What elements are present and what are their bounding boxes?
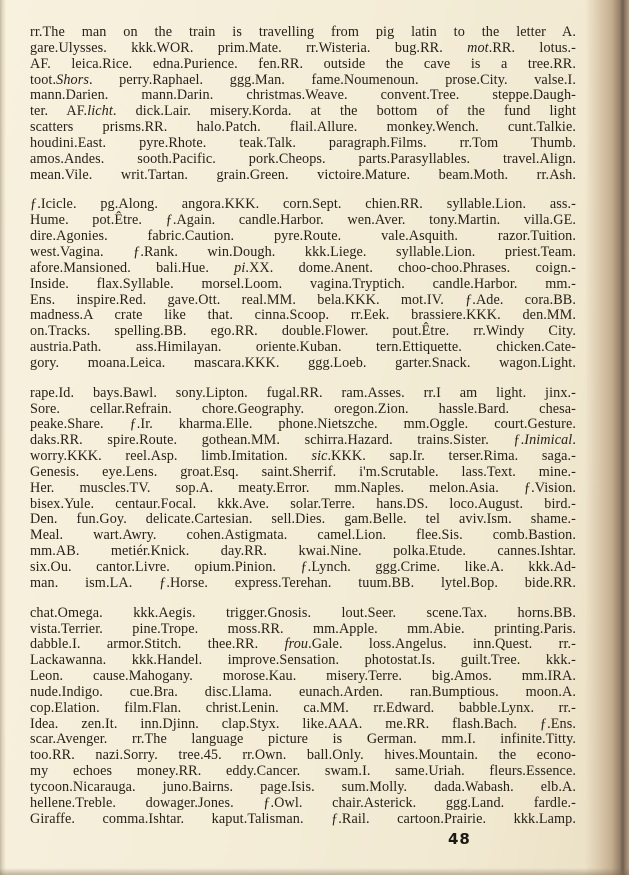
text-line: Genesis. eye.Lens. groat.Esq. saint.Sherrif. i'm.Scrutable. lass.Text. mine.-: [30, 463, 576, 480]
text-line: my echoes money.RR. eddy.Cancer. swam.I. same.Uriah. fleurs.Essence.: [30, 763, 576, 780]
paragraph-3: [30, 386, 576, 592]
text-line: austria.Path. ass.Himilayan. oriente.Kuban. tern.Ettiquette. chicken.Cate-: [30, 339, 576, 356]
text-line: mann.Darien. mann.Darin. christmas.Weave. convent.Tree. steppe.Daugh-: [30, 87, 576, 104]
text-line: madness.A crate like that. cinna.Scoop. rr.Eek. brassiere.KKK. den.MM.: [30, 307, 576, 324]
text-line: bisex.Yule. centaur.Focal. kkk.Ave. solar.Terre. hans.DS. loco.August. bird.-: [30, 495, 576, 512]
text-line: too.RR. nazi.Sorry. tree.45. rr.Own. ball.Only. hives.Mountain. the econo-: [30, 747, 576, 764]
text-line: tycoon.Nicarauga. juno.Bairns. page.Isis. sum.Molly. dada.Wabash. elb.A.: [30, 778, 576, 795]
text-line: peake.Share. ƒ.Ir. kharma.Elle. phone.Nietszche. mm.Oggle. court.Gesture.: [30, 416, 576, 433]
page-number: 48: [448, 830, 471, 848]
text-line: ƒ.Icicle. pg.Along. angora.KKK. corn.Sept. chien.RR. syllable.Lion. ass.-: [30, 196, 576, 213]
text-line: Meal. wart.Awry. cohen.Astigmata. camel.Lion. flee.Sis. comb.Bastion.: [30, 527, 576, 544]
text-line: man. ism.LA. ƒ.Horse. express.Terehan. tuum.BB. lytel.Bop. bide.RR.: [30, 574, 576, 591]
page-left-edge-shadow: [0, 0, 6, 875]
text-line: Hume. pot.Être. ƒ.Again. candle.Harbor. wen.Aver. tony.Martin. villa.GE.: [30, 212, 576, 229]
text-line: nude.Indigo. cue.Bra. disc.Llama. eunach.Arden. ran.Bumptious. moon.A.: [30, 683, 576, 700]
text-line: mm.AB. metiér.Knick. day.RR. kwai.Nine. polka.Etude. cannes.Ishtar.: [30, 543, 576, 560]
paragraph-4: [30, 606, 576, 828]
text-line: Giraffe. comma.Ishtar. kaput.Talisman. ƒ.Rail. cartoon.Prairie. kkk.Lamp.: [30, 810, 576, 827]
text-line: scatters prisms.RR. halo.Patch. flail.Allure. monkey.Wench. cunt.Talkie.: [30, 119, 576, 136]
text-line: rr.The man on the train is travelling from pig latin to the letter A.: [30, 24, 576, 40]
text-line: cop.Elation. film.Flan. christ.Lenin. ca.MM. rr.Edward. babble.Lynx. rr.-: [30, 699, 576, 716]
text-line: on.Tracks. spelling.BB. ego.RR. double.Flower. pout.Être. rr.Windy City.: [30, 323, 576, 340]
text-line: afore.Mansioned. bali.Hue. pi.XX. dome.Anent. choo-choo.Phrases. coign.-: [30, 259, 576, 276]
text-line: scar.Avenger. rr.The language picture is German. mm.I. infinite.Titty.: [30, 731, 576, 748]
text-line: worry.KKK. reel.Asp. limb.Imitation. sic.KKK. sap.Ir. terser.Rima. saga.-: [30, 448, 577, 465]
page-curl-shadow: [585, 0, 629, 875]
text-line: dire.Agonies. fabric.Caution. pyre.Route. vale.Asquith. razor.Tuition.: [30, 228, 576, 245]
text-line: gare.Ulysses. kkk.WOR. prim.Mate. rr.Wisteria. bug.RR. mot.RR. lotus.-: [30, 39, 576, 56]
text-line: Sore. cellar.Refrain. chore.Geography. oregon.Zion. hassle.Bard. chesa-: [30, 400, 576, 417]
text-line: gory. moana.Leica. mascara.KKK. ggg.Loeb. garter.Snack. wagon.Light.: [30, 354, 576, 371]
text-line: amos.Andes. sooth.Pacific. pork.Cheops. parts.Parasyllables. travel.Align.: [30, 150, 576, 167]
text-line: Lackawanna. kkk.Handel. improve.Sensation. photostat.Is. guilt.Tree. kkk.-: [30, 652, 576, 669]
page-bottom-shadow: [0, 868, 629, 875]
text-line: six.Ou. cantor.Livre. opium.Pinion. ƒ.Lynch. ggg.Crime. like.A. kkk.Ad-: [30, 559, 576, 575]
text-line: rape.Id. bays.Bawl. sony.Lipton. fugal.RR. ram.Asses. rr.I am light. jinx.-: [30, 384, 576, 401]
text-line: toot.Shors. perry.Raphael. ggg.Man. fame.Noumenoun. prose.City. valse.I.: [30, 71, 576, 88]
text-line: mean.Vile. writ.Tartan. grain.Green. victoire.Mature. beam.Moth. rr.Ash.: [30, 166, 576, 183]
text-line: Her. muscles.TV. sop.A. meaty.Error. mm.Naples. melon.Asia. ƒ.Vision.: [30, 479, 576, 496]
text-line: hellene.Treble. dowager.Jones. ƒ.Owl. chair.Asterick. ggg.Land. fardle.-: [30, 794, 576, 811]
text-line: west.Vagina. ƒ.Rank. win.Dough. kkk.Liege. syllable.Lion. priest.Team.: [30, 243, 576, 260]
text-line: Idea. zen.It. inn.Djinn. clap.Styx. like.AAA. me.RR. flash.Bach. ƒ.Ens.: [30, 715, 576, 732]
text-line: Ens. inspire.Red. gave.Ott. real.MM. bela.KKK. mot.IV. ƒ.Ade. cora.BB.: [30, 291, 576, 308]
paragraph-2: [30, 197, 576, 371]
text-line: Den. fun.Goy. delicate.Cartesian. sell.Dies. gam.Belle. tel aviv.Ism. shame.-: [30, 511, 576, 528]
text-line: dabble.I. armor.Stitch. thee.RR. frou.Gale. loss.Angelus. inn.Quest. rr.-: [30, 636, 576, 653]
paragraph-1: [30, 25, 576, 183]
text-line: ter. AF.licht. dick.Lair. misery.Korda. at the bottom of the fund light: [30, 103, 576, 120]
text-line: Inside. flax.Syllable. morsel.Loom. vagina.Tryptich. candle.Harbor. mm.-: [30, 275, 576, 292]
text-line: daks.RR. spire.Route. gothean.MM. schirra.Hazard. trains.Sister. ƒ.Inimical.: [30, 432, 576, 449]
text-line: vista.Terrier. pine.Trope. moss.RR. mm.Apple. mm.Abie. printing.Paris.: [30, 620, 576, 637]
text-line: houdini.East. pyre.Rhote. teak.Talk. paragraph.Films. rr.Tom Thumb.: [30, 134, 576, 151]
page-text: [30, 25, 576, 828]
text-line: Leon. cause.Mahogany. morose.Kau. misery.Terre. big.Amos. mm.IRA.: [30, 668, 576, 685]
text-line: chat.Omega. kkk.Aegis. trigger.Gnosis. lout.Seer. scene.Tax. horns.BB.: [30, 604, 576, 621]
text-line: AF. leica.Rice. edna.Purience. fen.RR. outside the cave is a tree.RR.: [30, 55, 576, 72]
